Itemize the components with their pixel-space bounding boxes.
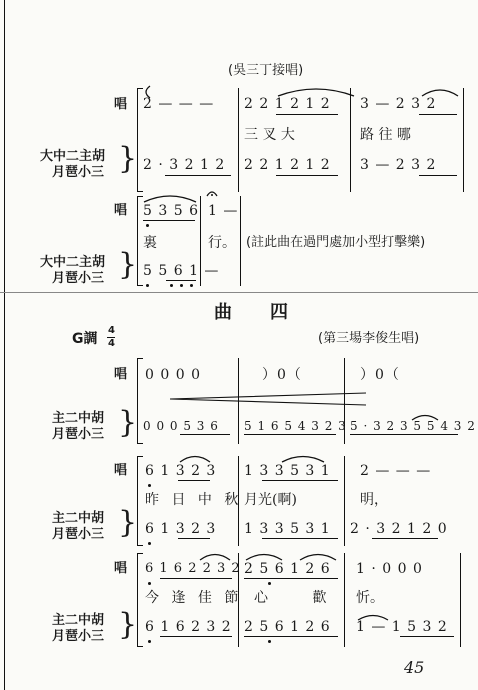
voice-measure: 5 3 5 6 — [143, 203, 199, 219]
instrument-measure: 6 1 3 2 3 — [145, 521, 217, 537]
lyric-phrase: 三 叉 大 — [244, 127, 295, 143]
system-bracket — [137, 358, 138, 444]
instrument-measure: 5 5 6 1 — — [143, 263, 220, 279]
voice-measure: ）0（ — [262, 367, 302, 383]
voice-label: 唱 — [114, 561, 128, 576]
instrument-measure: 2 2 1 2 1 2 — [244, 157, 331, 173]
voice-measure: 2 — — — — [143, 96, 215, 112]
slur — [356, 612, 390, 622]
voice-label: 唱 — [114, 203, 128, 218]
lyric-phrase: 路 往 哪 — [360, 127, 411, 143]
instrument-label-line2: 月琶小三 — [52, 427, 105, 442]
barline — [238, 88, 239, 192]
staff-brace: } — [118, 247, 138, 282]
barline — [350, 88, 351, 192]
lyric-phrase: 心 歡 — [254, 590, 347, 606]
staff-brace: } — [118, 141, 138, 176]
barline — [463, 88, 464, 192]
singer-note: (第三場李俊生唱) — [318, 331, 420, 346]
piece-title-left: 曲 — [214, 302, 232, 323]
lyric-phrase: 昨 日 中 秋 — [145, 492, 243, 508]
system-bracket — [137, 196, 138, 286]
instrument-label-line1: 大中二主胡 — [40, 149, 106, 164]
instrument-measure: 1 3 3 5 3 1 — [244, 521, 331, 537]
crescendo-wedge — [170, 392, 370, 406]
instrument-measure: 3 — 2 3 2 — [360, 157, 437, 173]
slur — [142, 192, 198, 204]
voice-measure: 6 1 6 2 2 3 2 — [145, 561, 241, 576]
staff-brace: } — [118, 405, 138, 440]
instrument-measure: 0 0 0 5 3 6 — [143, 419, 219, 433]
instrument-label-line1: 主二中胡 — [52, 511, 105, 526]
instrument-measure: 5 1 6 5 4 3 2 3 — [244, 419, 347, 433]
instrument-label-line2: 月琶小三 — [52, 271, 105, 286]
lyric-phrase: 月光(啊) — [244, 492, 297, 508]
voice-measure: 1 3 3 5 3 1 — [244, 463, 331, 479]
performance-footnote: (註此曲在過門處加小型打擊樂) — [246, 235, 426, 250]
barline — [460, 553, 461, 647]
instrument-measure: 5 · 3 2 3 5 5 4 3 2 — [350, 419, 476, 433]
left-margin-line — [4, 0, 5, 690]
slur — [198, 550, 232, 562]
voice-label: 唱 — [114, 367, 128, 382]
slur — [276, 84, 356, 98]
lyric-phrase: 明， — [360, 492, 388, 508]
voice-measure: 3 — 2 3 2 — [360, 96, 437, 112]
page-number: 45 — [404, 658, 425, 677]
fermata — [206, 188, 218, 198]
slur — [244, 550, 284, 562]
staff-brace: } — [118, 607, 138, 642]
instrument-label-line1: 大中二主胡 — [40, 255, 106, 270]
system-bracket — [137, 456, 138, 546]
voice-measure: 2 — — — — [360, 463, 432, 479]
time-signature-top: 4 — [108, 325, 115, 336]
instrument-label-line1: 主二中胡 — [52, 411, 105, 426]
slur — [178, 452, 212, 464]
time-signature-bottom: 4 — [108, 338, 115, 349]
instrument-label-line2: 月琶小三 — [52, 629, 105, 644]
lyric-phrase: 裏 — [143, 235, 157, 251]
slur — [140, 86, 160, 100]
voice-measure: 0 0 0 0 — [145, 367, 201, 383]
piece-title-right: 四 — [270, 302, 288, 323]
singer-note: (吳三丁接唱) — [228, 63, 304, 78]
slur — [410, 412, 440, 422]
section-divider — [0, 292, 478, 293]
instrument-label-line2: 月琶小三 — [52, 165, 105, 180]
lyric-phrase: 行。 — [208, 235, 236, 251]
slur — [280, 452, 326, 464]
instrument-measure: 6 1 6 2 3 2 — [145, 619, 232, 635]
system-bracket — [137, 88, 138, 192]
instrument-label-line2: 月琶小三 — [52, 527, 105, 542]
voice-measure: ）0（ — [360, 367, 400, 383]
voice-measure: 1 — — [208, 203, 239, 219]
slur — [420, 86, 460, 98]
voice-measure: 1 · 0 0 0 — [356, 561, 423, 577]
instrument-measure: 1 — 1 5 3 2 — [356, 619, 448, 635]
voice-measure: 6 1 3 2 3 — [145, 463, 217, 479]
staff-brace: } — [118, 505, 138, 540]
lyric-phrase: 今 逢 佳 節 — [145, 590, 243, 606]
voice-label: 唱 — [114, 463, 128, 478]
voice-measure: 2 2 1 2 1 2 — [244, 96, 331, 112]
system-bracket — [137, 553, 138, 647]
voice-label: 唱 — [114, 97, 128, 112]
barline — [240, 196, 241, 286]
instrument-measure: 2 5 6 1 2 6 — [244, 619, 331, 635]
lyric-phrase: 忻。 — [356, 590, 384, 606]
instrument-label-line1: 主二中胡 — [52, 613, 105, 628]
key-signature: G調 — [72, 331, 98, 347]
instrument-measure: 2 · 3 2 1 2 — [143, 157, 226, 173]
slur — [298, 550, 338, 562]
voice-measure: 2 5 6 1 2 6 — [244, 561, 331, 577]
instrument-measure: 2 · 3 2 1 2 0 — [350, 521, 448, 537]
barline — [344, 456, 345, 546]
